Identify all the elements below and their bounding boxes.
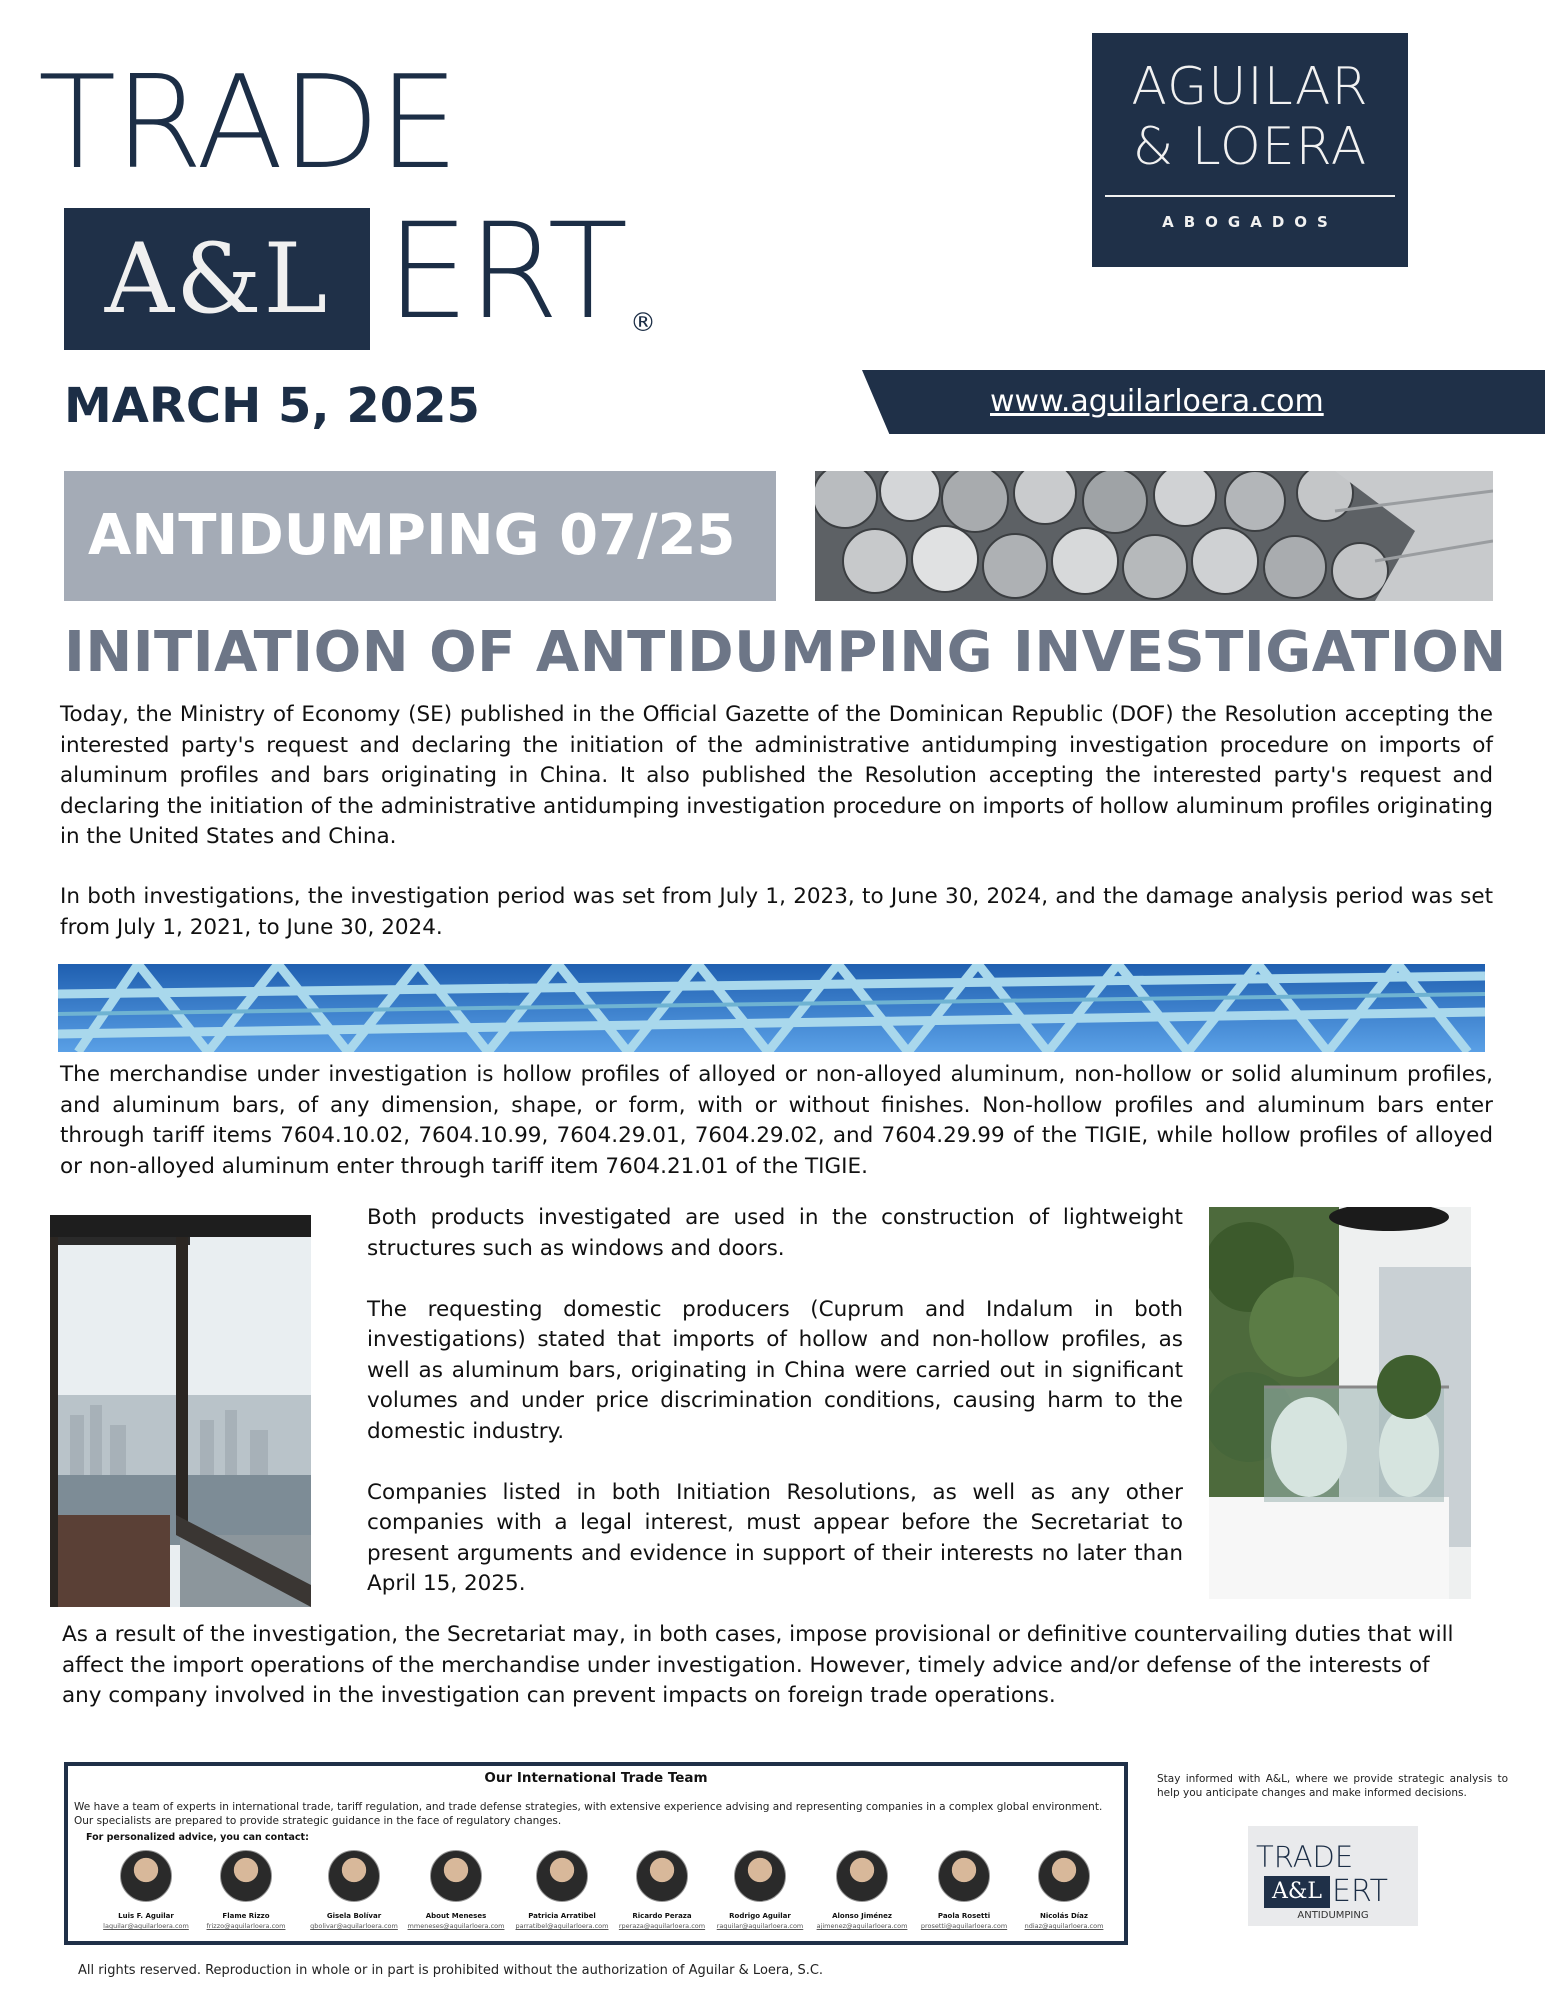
window-cityscape-photo [50,1215,311,1607]
team-member [404,1850,508,1930]
al-mark: A&L [104,223,330,335]
paragraph-7: As a result of the investigation, the Secretariat may, in both cases, impose provisional or definitive countervailing duties that will affect the import operations of the merchandise under investigation. However, timely advice and/or defense of the interests of any company involved in the investigation can prevent impacts on foreign trade operations. [62,1622,1454,1708]
member-email[interactable]: laguilar@aguilarloera.com [103,1922,189,1930]
member-photo [938,1850,990,1902]
paragraph-3: The merchandise under investigation is hollow profiles of alloyed or non-alloyed aluminum, non-hollow or solid aluminum profiles, and aluminum bars, of any dimension, shape, or form, with or without finishes. Non-hollow profiles and aluminum bars enter through tariff items 7604.10.02, 7604.10.99, 7604.29.01, 7604.29.02, and 7604.29.99 of the TIGIE, while hollow profiles of alloyed or non-alloyed aluminum enter through tariff item 7604.21.01 of the TIGIE. [60,1062,1493,1179]
member-photo [1038,1850,1090,1902]
member-name: Luis F. Aguilar [118,1912,174,1920]
team-box [64,1762,1128,1945]
paragraph-1: Today, the Ministry of Economy (SE) published in the Official Gazette of the Dominican Republic (DOF) the Resolution accepting the interested party's request and declaring the initiation of the administrative antidumping investigation procedure on imports of aluminum profiles and bars originating in China. It also published the Resolution accepting the interested party's request and declaring the initiation of the administrative antidumping investigation procedure on imports of hollow aluminum profiles originating in the United States and China. [60,702,1493,849]
firm-logo [1092,33,1408,267]
team-contact-label: For personalized advice, you can contact: [86,1832,309,1843]
firm-logo-line1: AGUILAR [1131,57,1369,117]
member-name: Alonso Jiménez [832,1912,892,1920]
paragraph-2: In both investigations, the investigation period was set from July 1, 2023, to June 30, 2024, and the damage analysis period was set from July 1, 2021, to June 30, 2024. [60,884,1493,940]
member-photo [220,1850,272,1902]
firm-logo-subtitle: ABOGADOS [1162,213,1338,231]
article-title: INITIATION OF ANTIDUMPING INVESTIGATION [64,620,1507,685]
publication-date: MARCH 5, 2025 [64,378,480,434]
member-photo [328,1850,380,1902]
team-member [510,1850,614,1930]
team-member [302,1850,406,1930]
paragraph-6: Companies listed in both Initiation Resolutions, as well as any other companies with a legal interest, must appear before the Secretariat to present arguments and evidence in support of their interests no later than April 15, 2025. [367,1479,1183,1596]
side-note: Stay informed with A&L, where we provide strategic analysis to help you anticipate changes and make informed decisions. [1157,1773,1508,1799]
member-name: About Meneses [425,1912,487,1920]
team-member [1012,1850,1116,1930]
member-name: Ricardo Peraza [632,1912,692,1920]
member-email[interactable]: ajimenez@aguilarloera.com [816,1922,908,1930]
team-member [610,1850,714,1930]
team-member [810,1850,914,1930]
member-email[interactable]: gbolivar@aguilarloera.com [310,1922,398,1930]
member-name: Gisela Bolívar [326,1912,382,1920]
member-email[interactable]: raguilar@aguilarloera.com [716,1922,804,1930]
member-photo [836,1850,888,1902]
trade-alert-mini-logo [1248,1826,1418,1926]
member-photo [734,1850,786,1902]
member-email[interactable]: parratibel@aguilarloera.com [515,1922,609,1930]
website-link[interactable]: www.aguilarloera.com [990,384,1324,419]
glass-balcony-photo [1209,1207,1471,1599]
team-member [194,1850,298,1930]
member-name: Patricia Arratibel [528,1912,596,1920]
trade-wordmark: TRADE [38,49,457,198]
member-name: Nicolás Díaz [1040,1912,1088,1920]
mini-logo-subtitle: ANTIDUMPING [1297,1910,1369,1921]
firm-logo-rule [1105,195,1395,197]
member-email[interactable]: rperaza@aguilarloera.com [618,1922,706,1930]
team-description: We have a team of experts in international trade, tariff regulation, and trade defense strategies, with extensive experience advising and representing companies in a complex global environment. Our specialists are prepared to provide strategic guidance in the face of regulatory changes. [74,1801,1103,1827]
member-photo [120,1850,172,1902]
team-member [912,1850,1016,1930]
team-title: Our International Trade Team [484,1770,708,1786]
truss-structure-photo [58,964,1485,1052]
section-label: ANTIDUMPING 07/25 [88,503,736,568]
member-email[interactable]: prosetti@aguilarloera.com [920,1922,1008,1930]
ert-wordmark: ERT [386,195,627,349]
member-name: Flame Rizzo [222,1912,270,1920]
mini-logo-trade: TRADE [1256,1840,1354,1874]
member-photo [536,1850,588,1902]
footer-rights-note: All rights reserved. Reproduction in whole or in part is prohibited without the authorization of Aguilar & Loera, S.C. [78,1963,824,1978]
member-email[interactable]: ndiaz@aguilarloera.com [1024,1922,1104,1930]
member-email[interactable]: frizzo@aguilarloera.com [206,1922,286,1930]
registered-mark: ® [630,308,656,338]
member-email[interactable]: mmeneses@aguilarloera.com [407,1922,505,1930]
section-label-box [64,471,776,601]
team-member [94,1850,198,1930]
member-photo [636,1850,688,1902]
mini-logo-ert: ERT [1332,1874,1388,1909]
aluminum-bars-photo [815,471,1493,601]
member-name: Rodrigo Aguilar [729,1912,791,1920]
mini-logo-al: A&L [1264,1876,1330,1908]
member-photo [430,1850,482,1902]
middle-text-column [367,1203,1183,1630]
paragraph-5: The requesting domestic producers (Cuprum and Indalum in both investigations) stated that imports of hollow and non-hollow profiles, as well as aluminum bars, originating in China were carried out in significant volumes and under price discrimination conditions, causing harm to the domestic industry. [367,1296,1183,1444]
member-name: Paola Rosetti [937,1912,991,1920]
al-logo-box [64,208,370,350]
team-member [708,1850,812,1930]
paragraph-4: Both products investigated are used in the construction of lightweight structures such as windows and doors. [367,1205,1183,1261]
firm-logo-line2: & LOERA [1132,117,1368,177]
